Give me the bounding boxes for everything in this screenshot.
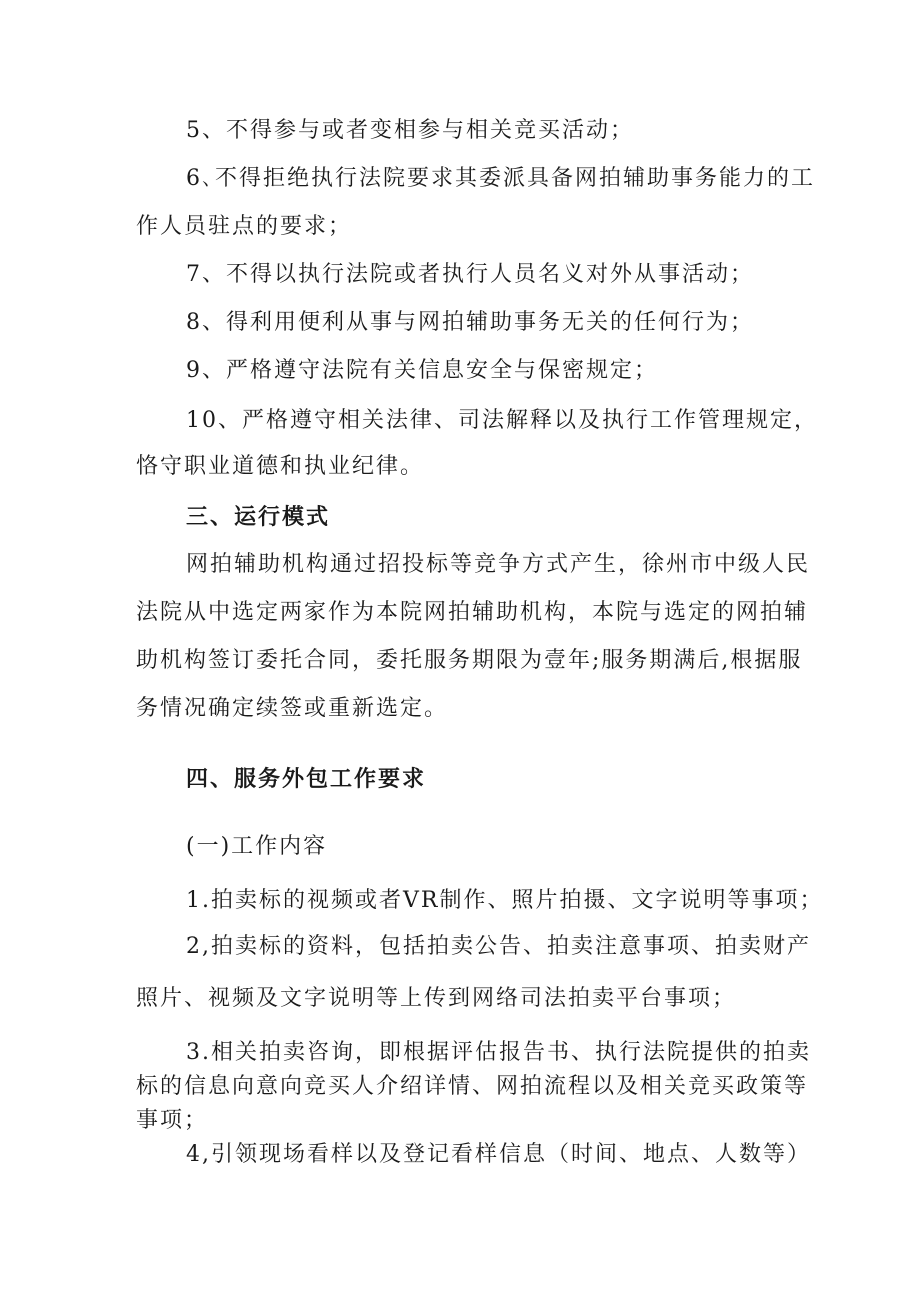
section-4-subheading: (一)工作内容 [186,834,328,859]
list-item-8: 8、得利用便利从事与网拍辅助事务无关的任何行为； [186,310,754,335]
list-item-4-2-line-2: 照片、视频及文字说明等上传到网络司法拍卖平台事项； [136,986,737,1011]
list-item-6-line-1: 6､不得拒绝执行法院要求其委派具备网拍辅助事务能力的工 [186,166,815,191]
list-item-4-2-line-1: 2,拍卖标的资料，包括拍卖公告、拍卖注意事项、拍卖财产 [186,934,811,959]
section-4-heading: 四、服务外包工作要求 [186,766,427,792]
section-3-paragraph-line-4: 务情况确定续签或重新选定。 [136,696,449,721]
list-item-6-line-2: 作人员驻点的要求； [136,214,353,239]
list-item-4-3-line-3: 事项； [136,1108,209,1133]
list-item-4-3-line-1: 3.相关拍卖咨询，即根据评估报告书、执行法院提供的拍卖 [186,1040,811,1065]
list-item-10-line-2: 恪守职业道德和执业纪律。 [136,454,425,479]
section-3-heading: 三、运行模式 [186,504,331,530]
section-3-paragraph-line-2: 法院从中选定两家作为本院网拍辅助机构，本院与选定的网拍辅 [136,600,809,625]
list-item-5: 5、不得参与或者变相参与相关竞买活动； [186,118,634,143]
section-3-paragraph-line-1: 网拍辅助机构通过招投标等竞争方式产生，徐州市中级人民 [186,552,811,577]
list-item-4-4: 4,引领现场看样以及登记看样信息（时间、地点、人数等） [186,1142,811,1167]
list-item-10-line-1: 10、严格遵守相关法律、司法解释以及执行工作管理规定， [186,408,818,433]
list-item-4-3-line-2: 标的信息向意向竞买人介绍详情、网拍流程以及相关竞买政策等 [136,1074,809,1099]
section-3-paragraph-line-3: 助机构签订委托合同，委托服务期限为壹年;服务期满后,根据服 [136,648,803,673]
list-item-4-1: 1.拍卖标的视频或者VR制作、照片拍摄、文字说明等事项； [186,888,824,913]
list-item-9: 9、严格遵守法院有关信息安全与保密规定； [186,358,658,383]
list-item-7: 7、不得以执行法院或者执行人员名义对外从事活动； [186,262,754,287]
